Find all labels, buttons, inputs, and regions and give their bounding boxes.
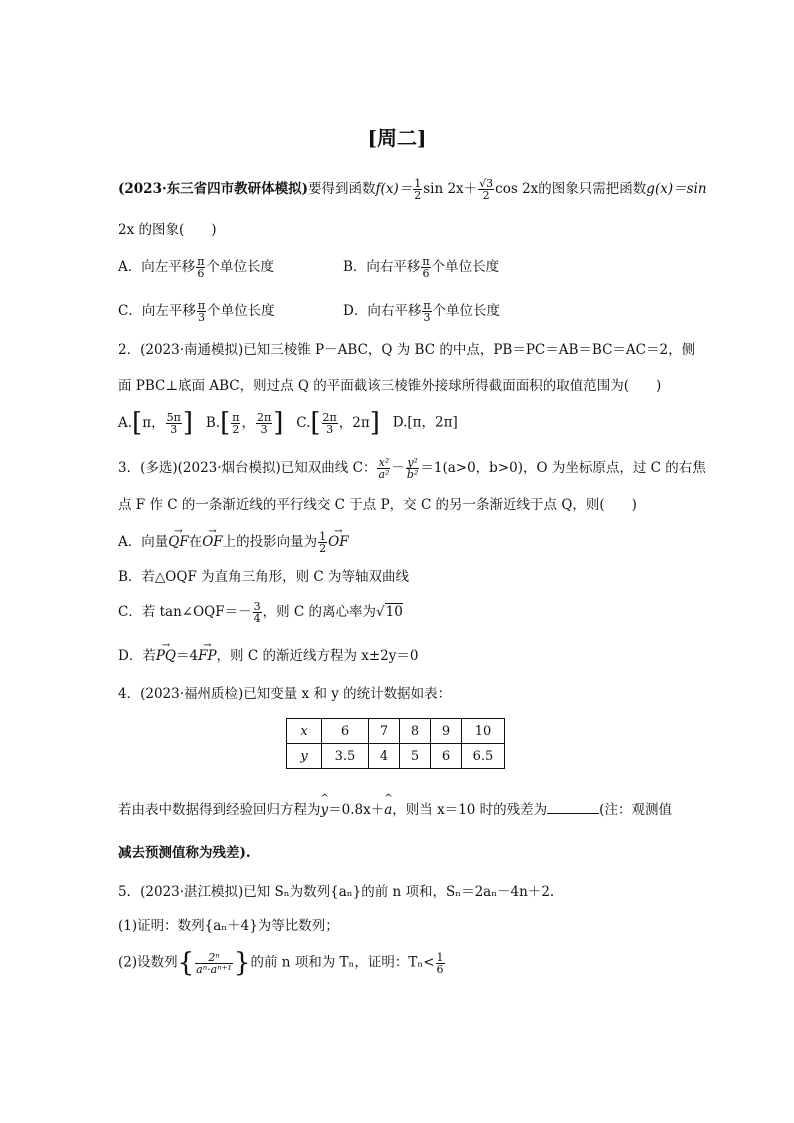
table-row-header: x <box>287 719 322 744</box>
q3-option-b[interactable]: B．若△OQF 为直角三角形，则 C 为等轴双曲线 <box>118 569 410 585</box>
q1-frac-half: $\frac{1}{2}$ <box>414 177 422 202</box>
q1-source: (2023·东三省四市教研体模拟) <box>118 181 309 197</box>
table-row <box>287 719 505 744</box>
table-cell: 7 <box>369 719 400 744</box>
q2-option-a[interactable]: A.[π， $\frac{5\pi}{3}$ ] <box>118 408 193 438</box>
q4-intro: 4．(2023·福州质检)已知变量 x 和 y 的统计数据如表： <box>118 686 452 702</box>
table-cell: 4 <box>369 744 400 769</box>
table-cell: 9 <box>431 719 462 744</box>
q3-line2: 点 F 作 C 的一条渐近线的平行线交 C 于点 P，交 C 的另一条渐近线于点 Q，则( ) <box>118 497 637 513</box>
table-cell: 5 <box>400 744 431 769</box>
table-cell: 6.5 <box>462 744 505 769</box>
q4-line1: 若由表中数据得到经验回归方程为^ y＝0.8x＋^ a，则当 x＝10 时的残差为 (注：观测值 <box>118 799 672 820</box>
q2-line2: 面 PBC⊥底面 ABC，则过点 Q 的平面截该三棱锥外接球所得截面面积的取值范围为( ) <box>118 378 662 394</box>
q4-line2: 减去预测值称为残差). <box>118 845 251 861</box>
q3-line1: 3．(多选)(2023·烟台模拟)已知双曲线 C： $\frac{\text{x²}}{\text{a²}}$ － $\frac{\text{y²}}{\text{b²}}$ ＝1(a>0，b>0)，O 为坐标原点，过 C 的右焦 <box>118 456 706 481</box>
q3-option-d[interactable]: D．若→ PQ＝4→ FP，则 C 的渐近线方程为 x±2y＝0 <box>118 646 418 666</box>
table-cell: 6 <box>322 719 369 744</box>
q1-line2: 2x 的图象( ) <box>118 222 217 238</box>
q1-frac-sqrt3: $\frac{√3}{2}$ <box>479 177 494 202</box>
q1-option-d[interactable]: D．向右平移 $\frac{\pi}{3}$ 个单位长度 <box>343 299 501 324</box>
q3-option-c[interactable]: C．若 tan∠OQF＝－ $\frac{3}{4}$ ，则 C 的离心率为√10 <box>118 600 403 625</box>
q1-option-a[interactable]: A．向左平移 $\frac{\pi}{6}$ 个单位长度 <box>118 255 274 280</box>
q3-option-a[interactable]: A．向量→ QF在→ OF上的投影向量为 $\frac{1}{2}$ → OF <box>118 531 349 554</box>
table-cell: 3.5 <box>322 744 369 769</box>
q5-line1: 5．(2023·湛江模拟)已知 Sₙ为数列{aₙ}的前 n 项和，Sₙ＝2aₙ－4n＋2. <box>118 884 555 900</box>
q2-options <box>118 410 458 436</box>
q1-line1: (2023·东三省四市教研体模拟)要得到函数f(x)＝ $\frac{1}{2}$ sin 2x＋ $\frac{√3}{2}$ cos 2x的图象只需把函数g(x)＝sin <box>118 177 707 202</box>
q2-option-b[interactable]: B.[ $\frac{\pi}{2}$ ， $\frac{2\pi}{3}$ ] <box>205 408 284 438</box>
q2-line1: 2．(2023·南通模拟)已知三棱锥 P－ABC，Q 为 BC 的中点，PB＝PC＝AB＝BC＝AC＝2，侧 <box>118 342 696 358</box>
table-cell: 6 <box>431 744 462 769</box>
q2-option-c[interactable]: C.[ $\frac{2\pi}{3}$ ，2π] <box>296 408 380 438</box>
q1-option-c[interactable]: C．向左平移 $\frac{\pi}{3}$ 个单位长度 <box>118 299 275 324</box>
q4-data-table <box>286 718 505 769</box>
q5-part1: (1)证明：数列{aₙ＋4}为等比数列； <box>118 918 339 934</box>
q2-option-d[interactable]: D.[π，2π] <box>392 414 458 431</box>
table-row-header: y <box>287 744 322 769</box>
q1-option-b[interactable]: B．向右平移 $\frac{\pi}{6}$ 个单位长度 <box>343 255 500 280</box>
answer-blank[interactable] <box>547 799 599 814</box>
table-cell: 8 <box>400 719 431 744</box>
table-cell: 10 <box>462 719 505 744</box>
table-row <box>287 744 505 769</box>
q5-part2: (2)设数列{ $\frac{\text{2ⁿ}}{\text{aⁿ·aⁿ⁺¹}}$ }的前 n 项和为 Tₙ，证明：Tₙ< $\frac{1}{6}$ <box>118 948 444 978</box>
page-title: [周二] <box>367 126 427 150</box>
